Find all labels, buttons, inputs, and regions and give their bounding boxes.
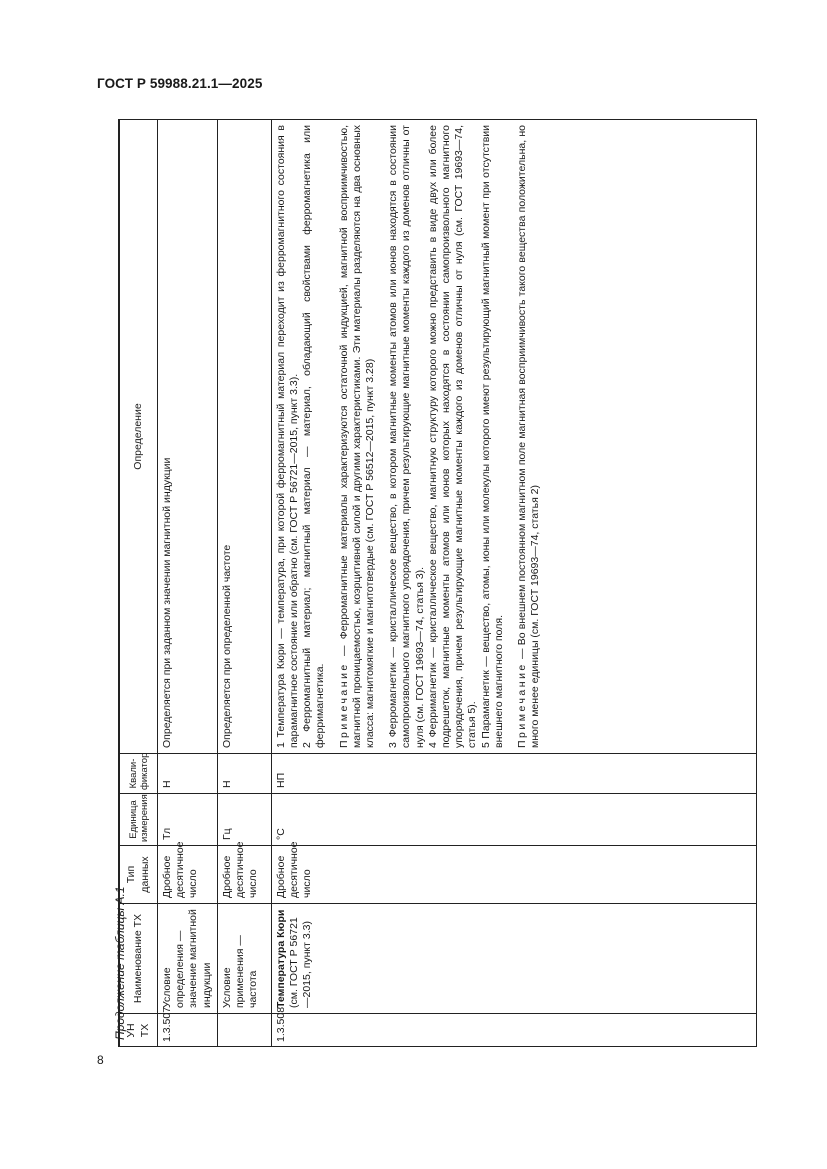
definition-item: 4 Ферримагнетик — кристаллическое вещество, магнитную структуру которого можно представить в виде двух или более подрешеток, магнитные моменты атомов или ионов которых находятся в состоянии самопроизвольного магнитного упорядочения, причем результирующие магнитные моменты каждого из доменов отличны от нуля (см. ГОСТ 19693—74, статья 5). bbox=[426, 125, 479, 748]
note-text: — Во внешнем постоянном магнитном поле магнитная восприимчивость такого вещества положительна, но много менее единицы (см. ГОСТ 19693—74, статья 2) bbox=[516, 125, 542, 748]
table-frame bbox=[118, 119, 757, 1047]
table-row bbox=[158, 120, 218, 1048]
definition-item: 3 Ферромагнетик — кристаллическое вещество, в котором магнитные моменты атомов или ионов находятся в состоянии самопроизвольного магнитного упорядочения, причем результирующие магнитные моменты каждого из доменов отличны от нуля (см. ГОСТ 19693—74, статья 3). bbox=[387, 125, 426, 748]
definition-note bbox=[516, 125, 542, 748]
continuation-label-text: Продолжение таблицы А.1 bbox=[113, 886, 127, 1040]
cell-un-tx bbox=[217, 1014, 271, 1048]
cell-un-tx: 1.3.507 bbox=[158, 1014, 218, 1048]
cell-definition: Определяется при заданном значении магнитной индукции bbox=[158, 120, 218, 754]
col-header-data-type: Тип данных bbox=[120, 846, 158, 904]
cell-un-tx: 1.3.508 bbox=[271, 1014, 757, 1048]
cell-name bbox=[271, 904, 757, 1014]
col-header-qualifier: Квали-фикатор bbox=[120, 754, 158, 794]
document-code: ГОСТ Р 59988.21.1—2025 bbox=[97, 76, 263, 91]
definition-item: 5 Парамагнетик — вещество, атомы, ионы или молекулы которого имеют результирующий магнитный момент при отсутствии внешнего магнитного поля. bbox=[479, 125, 505, 748]
cell-unit: °С bbox=[271, 794, 757, 846]
definition-item: 1 Температура Кюри — температура, при которой ферромагнитный материал переходит из ферромагнитного состояния в парамагнитное состояние или обратно (см. ГОСТ Р 56721—2015, пункт 3.3). bbox=[274, 125, 301, 748]
cell-data-type: Дробное десятичное число bbox=[158, 846, 218, 904]
cell-unit: Тл bbox=[158, 794, 218, 846]
cell-unit: Гц bbox=[217, 794, 271, 846]
col-header-name: Наименование ТХ bbox=[120, 904, 158, 1014]
table-row bbox=[271, 120, 757, 1048]
table-header-row bbox=[120, 120, 158, 1048]
definition-item: 2 Ферромагнитный материал; магнитный материал — материал, обладающий свойствами ферромагнетика или ферримагнетика. bbox=[301, 125, 327, 748]
cell-name: Условие применения — частота bbox=[217, 904, 271, 1014]
cell-data-type: Дробное десятичное число bbox=[217, 846, 271, 904]
cell-qualifier: НП bbox=[271, 754, 757, 794]
cell-qualifier: Н bbox=[158, 754, 218, 794]
cell-qualifier: Н bbox=[217, 754, 271, 794]
rotated-table-container bbox=[119, 120, 757, 1047]
table-row bbox=[217, 120, 271, 1048]
col-header-unit: Единица измерения bbox=[120, 794, 158, 846]
definition-note bbox=[338, 125, 378, 748]
cell-data-type: Дробное десятичное число bbox=[271, 846, 757, 904]
note-label: Примечание bbox=[337, 662, 350, 748]
cell-name: Условие определения — значение магнитной индукции bbox=[158, 904, 218, 1014]
col-header-definition: Определение bbox=[120, 120, 158, 754]
cell-definition bbox=[271, 120, 757, 754]
col-header-un-tx: УН ТХ bbox=[120, 1014, 158, 1048]
cell-definition: Определяется при определенной частоте bbox=[217, 120, 271, 754]
spec-table bbox=[119, 119, 757, 1047]
note-label: Примечание bbox=[516, 662, 529, 748]
term-reference: (см. ГОСТ Р 56721—2015, пункт 3.3) bbox=[288, 917, 314, 1008]
term-name: Температура Кюри bbox=[274, 909, 287, 1008]
note-text: — Ферромагнитные материалы характеризуются остаточной индукцией, магнитной восприимчивостью, магнитной проницаемостью, коэрцитивной силой и другими характеристиками. Эти материалы разделяются на два основных класса: магнитомягкие и магнитотвердые (см. ГОСТ Р 56512—2015, пункт 3.28) bbox=[337, 125, 377, 748]
page-number: 8 bbox=[97, 1053, 104, 1067]
